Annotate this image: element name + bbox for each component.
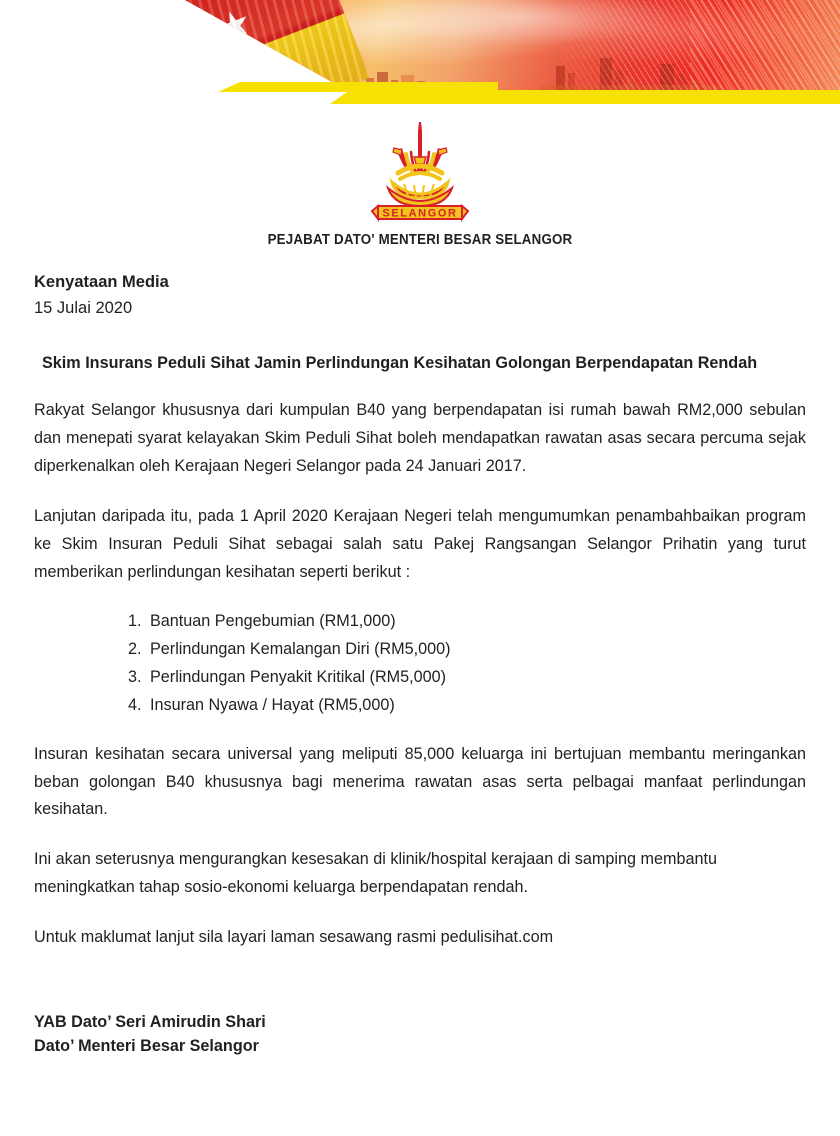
landmark-tower (204, 12, 230, 96)
paragraph-5: Untuk maklumat lanjut sila layari laman sesawang rasmi pedulisihat.com (34, 928, 554, 946)
banner-yellow-band (0, 90, 840, 104)
paragraph-2: Lanjutan daripada itu, pada 1 April 2020 Kerajaan Negeri telah mengumumkan penambahbaikan program ke Skim Insuran Peduli Sihat sebagai salah satu Pakej Rangsangan Selangor Prihatin yang turut memberikan perlindungan kesihatan seperti berikut : (34, 507, 806, 581)
list-item: 3. Perlindungan Penyakit Kritikal (RM5,000) (146, 663, 806, 691)
crest-banner-text: SELANGOR (382, 207, 458, 220)
document-body (0, 270, 840, 1058)
list-item: 4. Insuran Nyawa / Hayat (RM5,000) (146, 691, 806, 719)
media-statement-label: Kenyataan Media (34, 273, 169, 291)
paragraph-1: Rakyat Selangor khususnya dari kumpulan B40 yang berpendapatan isi rumah bawah RM2,000 sebulan dan menepati syarat kelayakan Skim Peduli Sihat boleh mendapatkan rawatan asas secara percuma sejak diperkenalkan oleh Kerajaan Negeri Selangor pada 24 Januari 2017. (34, 401, 806, 476)
logo-block (0, 118, 840, 248)
signature-block (34, 1010, 806, 1059)
logo-caption: PEJABAT DATO' MENTERI BESAR SELANGOR (267, 232, 573, 248)
selangor-state-crest-icon (364, 118, 476, 226)
benefits-list (34, 607, 806, 719)
header-banner (0, 0, 840, 104)
list-item: 2. Perlindungan Kemalangan Diri (RM5,000) (146, 635, 806, 663)
signatory-name: YAB Dato’ Seri Amirudin Shari (34, 1012, 266, 1031)
signatory-title: Dato’ Menteri Besar Selangor (34, 1037, 259, 1056)
statement-date: 15 Julai 2020 (34, 298, 133, 317)
list-item: 1. Bantuan Pengebumian (RM1,000) (146, 607, 806, 635)
paragraph-3: Insuran kesihatan secara universal yang meliputi 85,000 keluarga ini bertujuan membantu meringankan beban golongan B40 khususnya bagi menerima rawatan asas serta pelbagai manfaat perlindungan kesihatan. (34, 744, 806, 819)
paragraph-4: Ini akan seterusnya mengurangkan kesesakan di klinik/hospital kerajaan di samping membantu meningkatkan tahap sosio-ekonomi keluarga berpendapatan rendah. (34, 850, 717, 897)
page-title: Skim Insurans Peduli Sihat Jamin Perlindungan Kesihatan Golongan Berpendapatan Rendah (42, 354, 758, 373)
banner-hatch-stripes (560, 0, 840, 104)
